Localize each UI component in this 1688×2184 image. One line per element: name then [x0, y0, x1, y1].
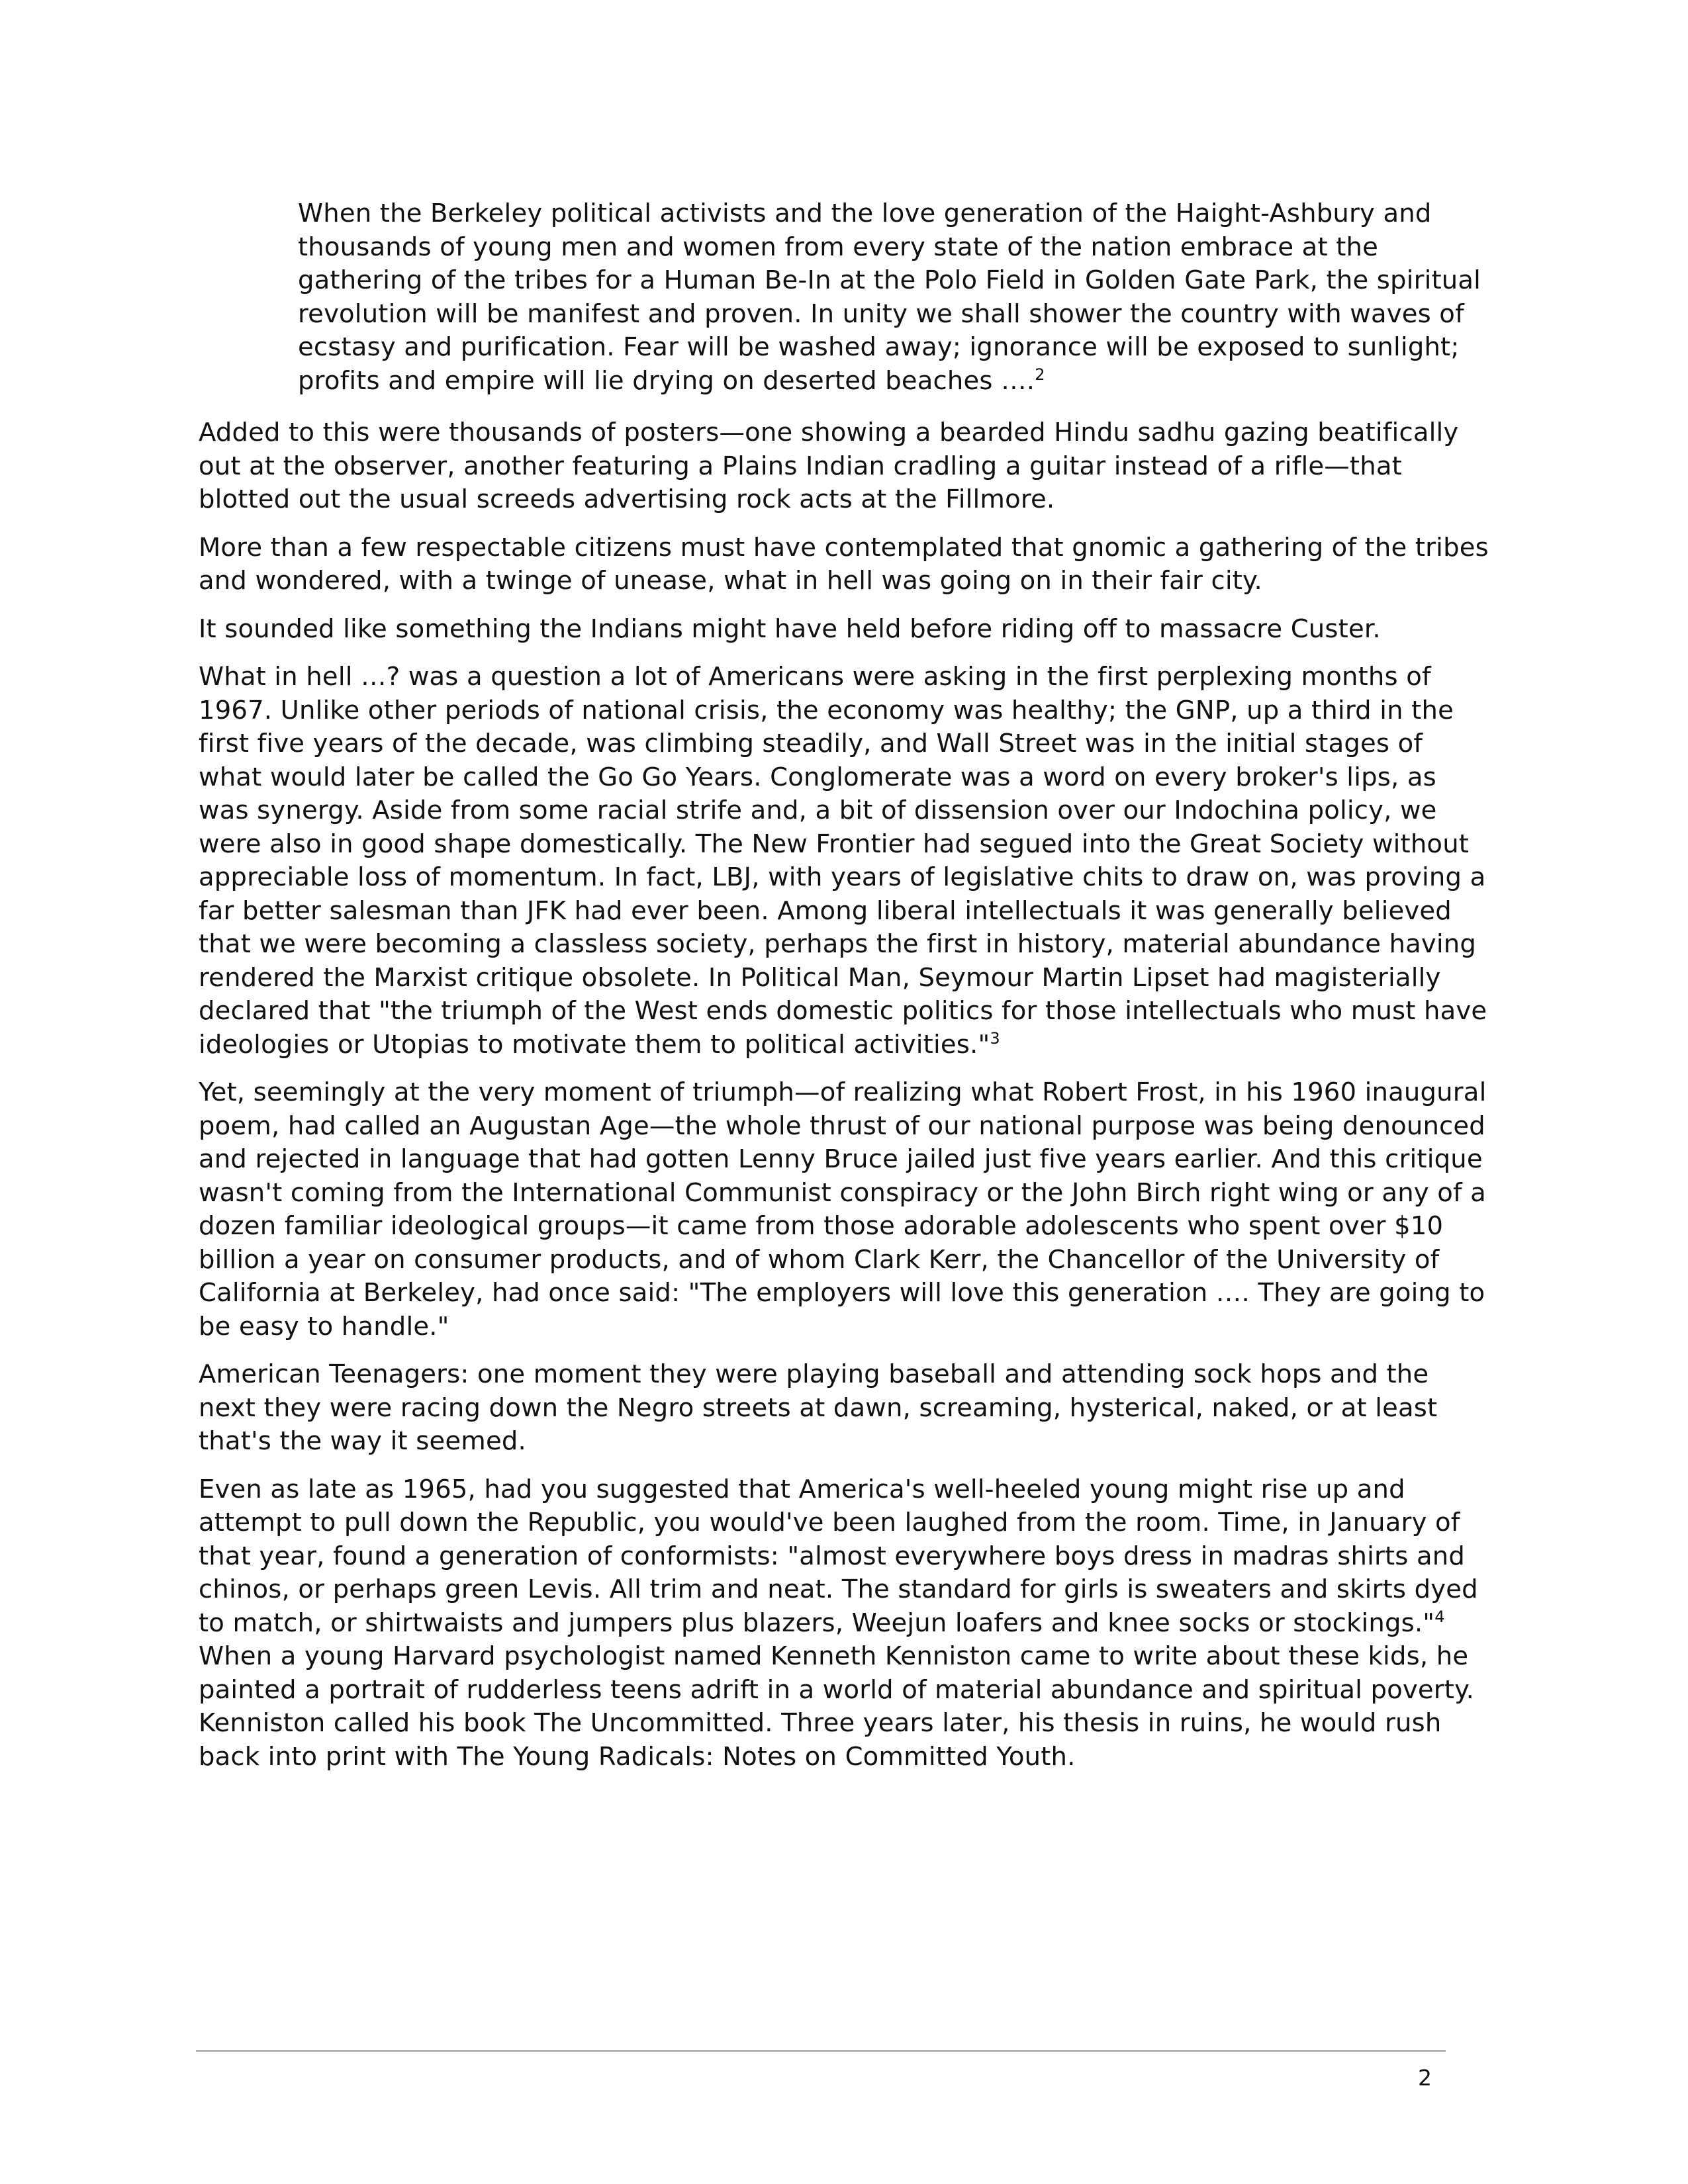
paragraph-1967	[199, 660, 1493, 1062]
paragraph-1967-text: What in hell …? was a question a lot of Americans were asking in the first perplexing months of 1967. Unlike other periods of national crisis, the economy was healthy; the GNP, up a third in the first five years of the decade, was climbing steadily, and Wall Street was in the initial stages of what would later be called the Go Go Years. Conglomerate was a word on every broker's lips, as was synergy. Aside from some racial strife and, a bit of dissension over our Indochina policy, we were also in good shape domestically. The New Frontier had segued into the Great Society without appreciable loss of momentum. In fact, LBJ, with years of legislative chits to draw on, was proving a far better salesman than JFK had ever been. Among liberal intellectuals it was generally believed that we were becoming a classless society, perhaps the first in history, material abundance having rendered the Marxist critique obsolete. In Political Man, Seymour Martin Lipset had magisterially declared that "the triumph of the West ends domestic politics for those intellectuals who must have ideologies or Utopias to motivate them to political activities."	[199, 662, 1487, 1060]
paragraph-custer: It sounded like something the Indians might have held before riding off to massacre Custer.	[199, 614, 1381, 644]
paragraph-citizens: More than a few respectable citizens must have contemplated that gnomic a gathering of the tribes and wondered, with a twinge of unease, what in hell was going on in their fair city.	[199, 532, 1489, 596]
footnote-marker-3: 3	[990, 1028, 1000, 1048]
document-body	[199, 197, 1493, 1788]
paragraph-triumph: Yet, seemingly at the very moment of triumph—of realizing what Robert Frost, in his 1960 inaugural poem, had called an Augustan Age—the whole thrust of our national purpose was being denounced and rejected in language that had gotten Lenny Bruce jailed just five years earlier. And this critique wasn't coming from the International Communist conspiracy or the John Birch right wing or any of a dozen familiar ideological groups—it came from those adorable adolescents who spent over $10 billion a year on consumer products, and of whom Clark Kerr, the Chancellor of the University of California at Berkeley, had once said: "The employers will love this generation …. They are going to be easy to handle."	[199, 1077, 1487, 1342]
footnote-marker-2: 2	[1035, 365, 1045, 384]
paragraph-posters: Added to this were thousands of posters—one showing a bearded Hindu sadhu gazing beatifically out at the observer, another featuring a Plains Indian cradling a guitar instead of a rifle—that blotted out the usual screeds advertising rock acts at the Fillmore.	[199, 418, 1459, 514]
quote-text: When the Berkeley political activists and the love generation of the Haight-Ashbury and thousands of young men and women from every state of the nation embrace at the gathering of the tribes for a Human Be-In at the Polo Field in Golden Gate Park, the spiritual revolution will be manifest and proven. In unity we shall shower the country with waves of ecstasy and purification. Fear will be washed away; ignorance will be exposed to sunlight; profits and empire will lie drying on deserted beaches ….	[298, 199, 1481, 396]
footnote-marker-4: 4	[1434, 1607, 1445, 1626]
paragraph-1965-text-b: When a young Harvard psychologist named Kenneth Kenniston came to write about these kids, he painted a portrait of rudderless teens adrift in a world of material abundance and spiritual poverty. Kenniston called his book The Uncommitted. Three years later, his thesis in ruins, he would rush back into print with The Young Radicals: Notes on Committed Youth.	[199, 1641, 1475, 1772]
paragraph-teenagers: American Teenagers: one moment they were playing baseball and attending sock hops and the next they were racing down the Negro streets at dawn, screaming, hysterical, naked, or at least that's the way it seemed.	[199, 1359, 1438, 1456]
paragraph-1965	[199, 1473, 1493, 1774]
page-number: 2	[1418, 2065, 1432, 2091]
block-quote	[298, 197, 1489, 398]
paragraph-1965-text-a: Even as late as 1965, had you suggested that America's well-heeled young might rise up and attempt to pull down the Republic, you would've been laughed from the room. Time, in January of that year, found a generation of conformists: "almost everywhere boys dress in madras shirts and chinos, or perhaps green Levis. All trim and neat. The standard for girls is sweaters and skirts dyed to match, or shirtwaists and jumpers plus blazers, Weejun loafers and knee socks or stockings."	[199, 1474, 1478, 1638]
footer-divider	[196, 2050, 1446, 2052]
